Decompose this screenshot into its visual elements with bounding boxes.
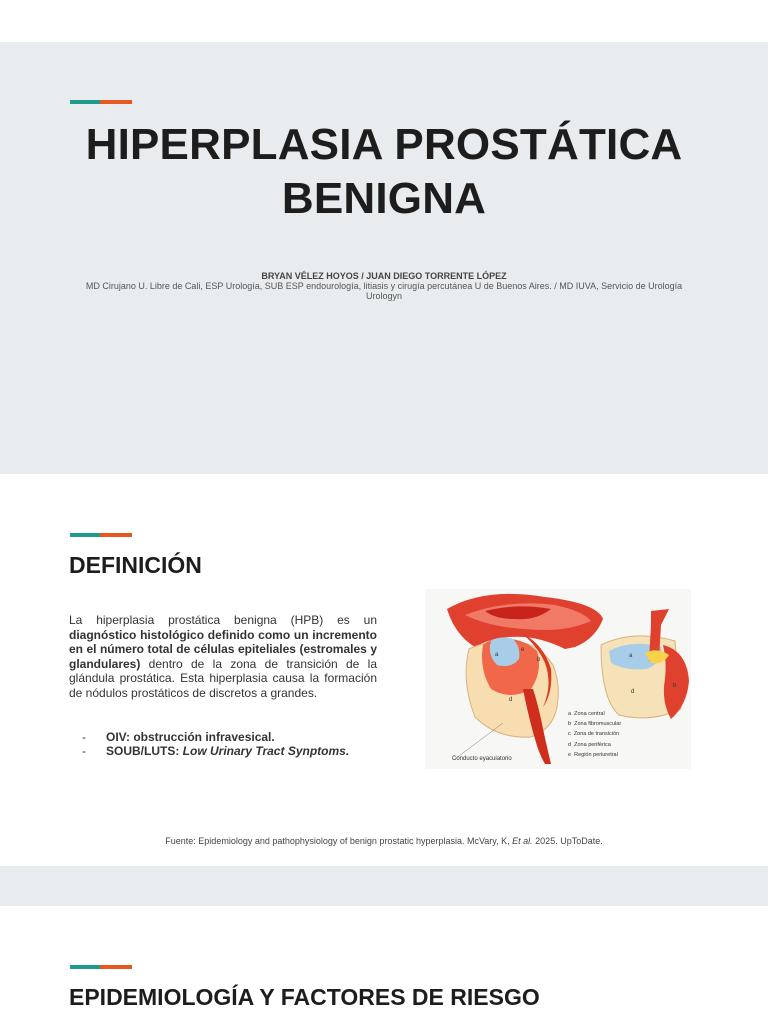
definition-text-bold: diagnóstico histológico definido como un incremento en el número total de células epiteliales (estromales y glandulares): [69, 627, 377, 671]
title-slide: [0, 42, 768, 474]
svg-text:a: a: [629, 653, 633, 659]
svg-text:d: d: [631, 689, 635, 695]
prostate-zones-figure: [425, 589, 691, 769]
svg-text:b: b: [537, 657, 541, 663]
bullet-item: - OIV: obstrucción infravesical.: [82, 730, 275, 744]
legend-item: b Zona fibromuscular: [568, 721, 622, 728]
accent-bar: [70, 965, 132, 969]
legend-item: e Región periuretral: [568, 751, 618, 758]
definition-paragraph: [69, 613, 377, 701]
accent-bar: [70, 100, 132, 104]
definition-bullets: [82, 730, 349, 758]
svg-text:a: a: [495, 652, 499, 658]
bullet-item: - SOUB/LUTS: Low Urinary Tract Synptoms.: [82, 744, 350, 758]
epidemiology-heading: EPIDEMIOLOGÍA Y FACTORES DE RIESGO: [69, 984, 540, 1010]
svg-text:d: d: [509, 697, 513, 703]
presentation-title: [0, 118, 768, 226]
figure-caption: Conducto eyaculatorio: [452, 756, 512, 762]
slide-separator: [0, 866, 768, 906]
title-line-2: BENIGNA: [281, 174, 487, 223]
definition-text-2: dentro de la zona de transición de la glándula prostática. Esta hiperplasia causa la formación de nódulos prostáticos de discretos a grandes.: [69, 656, 377, 700]
zone-legend: [568, 709, 621, 760]
definition-heading: DEFINICIÓN: [69, 552, 202, 578]
title-line-1: HIPERPLASIA PROSTÁTICA: [85, 120, 683, 169]
legend-item: c Zona de transición: [568, 731, 620, 738]
legend-item: a Zona central: [568, 711, 605, 717]
svg-text:b: b: [673, 683, 677, 689]
definition-text-1: La hiperplasia prostática benigna (HPB) es un: [69, 613, 377, 627]
epidemiology-slide: [0, 906, 768, 1024]
svg-text:e: e: [521, 647, 525, 653]
legend-item: d Zona periférica: [568, 741, 611, 748]
accent-bar: [70, 533, 132, 537]
prostate-anatomy-illustration: [425, 589, 691, 769]
page-top-margin: [0, 0, 768, 42]
definition-slide: [0, 474, 768, 866]
affiliation-line-1: MD Cirujano U. Libre de Cali, ESP Urología, SUB ESP endourología, litiasis y cirugía percutánea U de Buenos Aires. / MD IUVA, Servicio de Urología: [85, 281, 683, 291]
authors: BRYAN VÉLEZ HOYOS / JUAN DIEGO TORRENTE LÓPEZ: [261, 271, 507, 281]
source-citation: Fuente: Epidemiology and pathophysiology of benign prostatic hyperplasia. McVary, K, Et al. 2025. UpToDate.: [165, 836, 603, 846]
affiliation: [70, 281, 698, 301]
affiliation-line-2: Urologyn: [365, 291, 403, 301]
